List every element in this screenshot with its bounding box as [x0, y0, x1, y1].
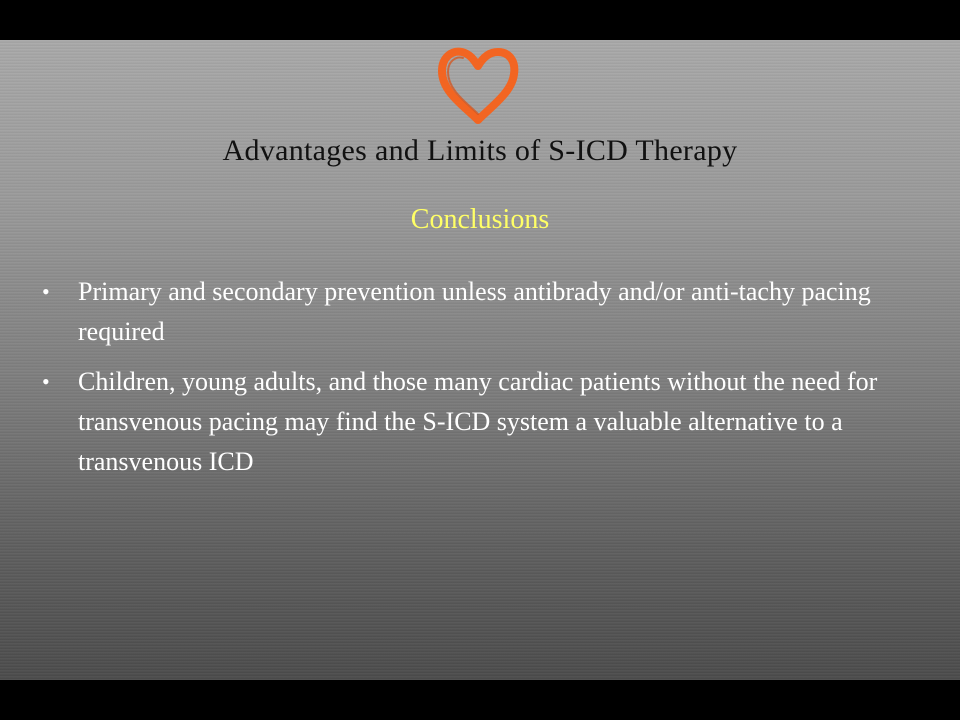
heart-logo-icon — [434, 44, 522, 126]
bullet-text: Primary and secondary prevention unless antibrady and/or anti-tachy pacing required — [78, 277, 871, 346]
presentation-slide — [0, 40, 960, 680]
bullet-marker: • — [42, 279, 50, 304]
slide-subtitle: Conclusions — [410, 204, 550, 235]
slide-title: Advantages and Limits of S-ICD Therapy — [222, 134, 738, 167]
bullet-item — [40, 362, 900, 482]
top-letterbox-bar — [0, 0, 960, 40]
bullet-list — [40, 272, 900, 492]
bullet-item — [40, 272, 900, 352]
bottom-letterbox-bar — [0, 680, 960, 720]
bullet-marker: • — [42, 369, 50, 394]
bullet-text: Children, young adults, and those many cardiac patients without the need for transvenous pacing may find the S-ICD system a valuable alternative to a transvenous ICD — [78, 367, 878, 476]
